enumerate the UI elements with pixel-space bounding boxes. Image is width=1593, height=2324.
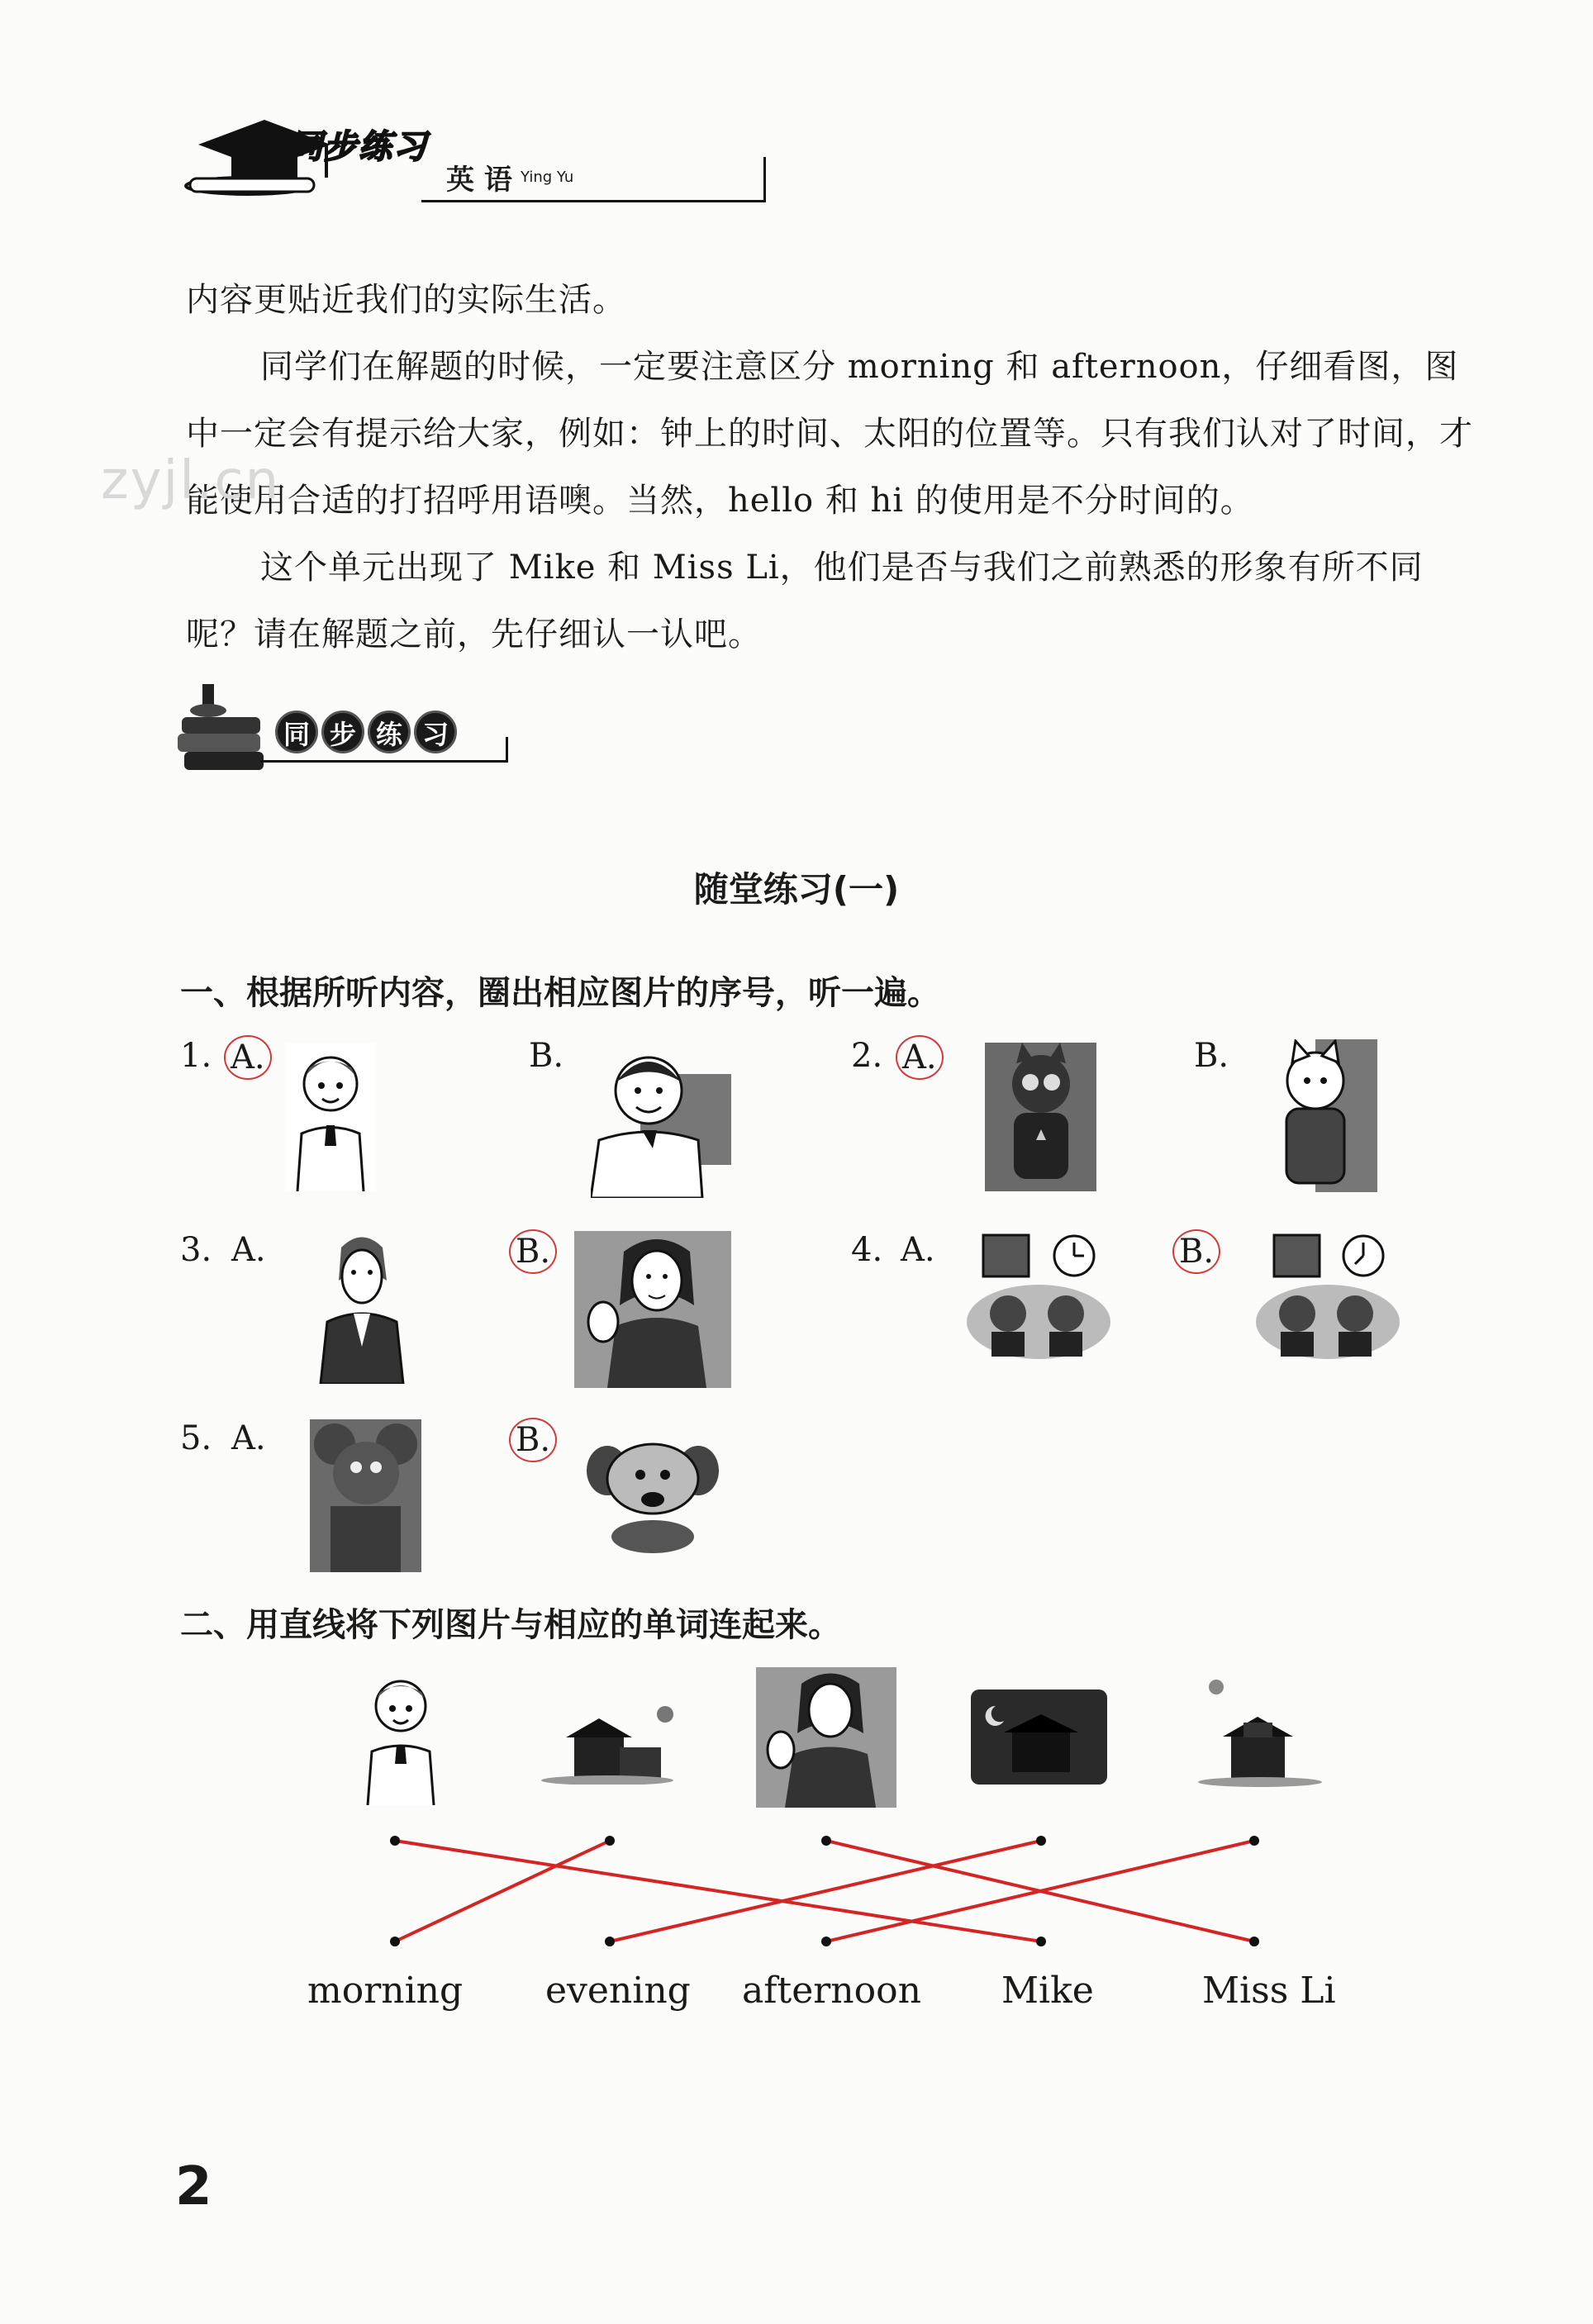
banner-char: 同 bbox=[275, 711, 318, 753]
answer-circle: A. bbox=[224, 1035, 272, 1080]
word-evening: evening bbox=[545, 1970, 691, 2012]
banner-char: 练 bbox=[368, 711, 411, 753]
header-title: 同步练习 bbox=[289, 128, 428, 166]
word-miss-li: Miss Li bbox=[1202, 1970, 1336, 2012]
header-subject: 英 语 bbox=[446, 164, 512, 197]
match-dot[interactable] bbox=[821, 1937, 831, 1946]
item-1-option-b[interactable]: B. bbox=[529, 1037, 564, 1075]
watermark: zyjl.cn bbox=[101, 450, 281, 511]
banner-char: 步 bbox=[321, 711, 364, 753]
part1-heading: 一、根据所听内容，圈出相应图片的序号，听一遍。 bbox=[180, 974, 940, 1012]
item-3-number: 3. bbox=[180, 1231, 212, 1269]
word-morning: morning bbox=[307, 1970, 464, 2012]
match-dot[interactable] bbox=[390, 1836, 400, 1846]
word-afternoon: afternoon bbox=[742, 1970, 921, 2012]
item-3-option-a[interactable]: A. bbox=[231, 1231, 266, 1269]
item-5-option-a[interactable]: A. bbox=[231, 1419, 266, 1457]
part2-heading: 二、用直线将下列图片与相应的单词连起来。 bbox=[180, 1606, 841, 1644]
section-title: 随堂练习(一) bbox=[693, 869, 900, 910]
answer-circle: B. bbox=[509, 1229, 557, 1274]
item-4-option-a[interactable]: A. bbox=[901, 1231, 935, 1269]
match-dot[interactable] bbox=[1036, 1937, 1046, 1946]
header-pinyin: Ying Yu bbox=[521, 169, 574, 186]
match-dot[interactable] bbox=[605, 1937, 615, 1946]
match-dot[interactable] bbox=[821, 1836, 831, 1846]
match-dot[interactable] bbox=[1249, 1937, 1259, 1946]
answer-circle: A. bbox=[896, 1035, 944, 1080]
item-1-number: 1. bbox=[180, 1037, 212, 1075]
word-mike: Mike bbox=[1001, 1970, 1094, 2012]
intro-paragraph-2: 同学们在解题的时候，一定要注意区分 morning 和 afternoon，仔细看图，图中一定会有提示给大家，例如：钟上的时间、太阳的位置等。只有我们认对了时间，才能使用合适的打招呼用语噢。当然，hello 和 hi 的使用是不分时间的。 bbox=[186, 348, 1473, 520]
item-5-number: 5. bbox=[180, 1419, 212, 1457]
match-dot[interactable] bbox=[1249, 1836, 1259, 1846]
match-dot[interactable] bbox=[390, 1937, 400, 1946]
match-line bbox=[395, 1841, 1041, 1941]
item-2-number: 2. bbox=[851, 1037, 883, 1075]
item-4-number: 4. bbox=[851, 1231, 883, 1269]
match-dot[interactable] bbox=[605, 1836, 615, 1846]
banner-char: 习 bbox=[414, 711, 457, 753]
intro-paragraph-3: 这个单元出现了 Mike 和 Miss Li，他们是否与我们之前熟悉的形象有所不同呢？请在解题之前，先仔细认一认吧。 bbox=[186, 549, 1424, 653]
answer-circle: B. bbox=[1172, 1229, 1220, 1274]
intro-line-1: 内容更贴近我们的实际生活。 bbox=[186, 281, 626, 319]
answer-circle: B. bbox=[509, 1418, 557, 1462]
match-dot[interactable] bbox=[1036, 1836, 1046, 1846]
page-number: 2 bbox=[175, 2156, 212, 2217]
item-2-option-b[interactable]: B. bbox=[1194, 1037, 1229, 1075]
match-line bbox=[610, 1841, 1041, 1941]
